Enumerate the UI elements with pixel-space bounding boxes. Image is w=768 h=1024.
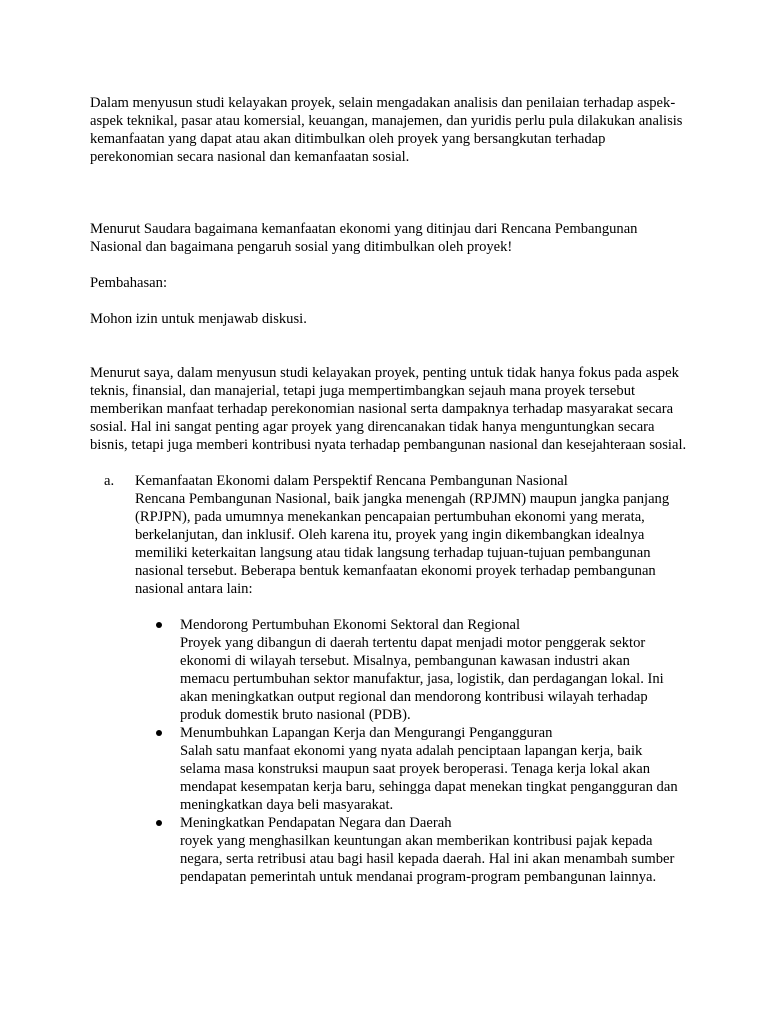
answer-intro-paragraph: Menurut saya, dalam menyusun studi kelayakan proyek, penting untuk tidak hanya fokus pada aspek teknis, finansial, dan manajerial, tetapi juga mempertimbangkan sejauh mana proyek tersebut memberikan manfaat terhadap perekonomian nasional serta dampaknya terhadap masyarakat secara sosial. Hal ini sangat penting agar proyek yang direncanakan tidak hanya menguntungkan secara bisnis, tetapi juga memberi kontribusi nyata terhadap pembangunan nasional dan kesejahteraan sosial. <box>90 365 687 453</box>
section-a-body: Rencana Pembangunan Nasional, baik jangka menengah (RPJMN) maupun jangka panjang (RPJPN), pada umumnya menekankan pencapaian pertumbuhan ekonomi yang merata, berkelanjutan, dan inklusif. Oleh karena itu, proyek yang ingin dikembangkan idealnya memiliki keterkaitan langsung atau tidak langsung terhadap tujuan-tujuan pembangunan nasional tersebut. Beberapa bentuk kemanfaatan ekonomi proyek terhadap pembangunan nasional antara lain: <box>135 491 670 597</box>
greeting-paragraph: Mohon izin untuk menjawab diskusi. <box>90 311 307 327</box>
section-a-title: Kemanfaatan Ekonomi dalam Perspektif Rencana Pembangunan Nasional <box>135 473 568 489</box>
section-a <box>90 472 690 598</box>
bullet-body: royek yang menghasilkan keuntungan akan memberikan kontribusi pajak kepada negara, serta retribusi atau bagi hasil kepada daerah. Hal ini akan menambah sumber pendapatan pemerintah untuk mendanai program-program pembangunan lainnya. <box>180 833 675 885</box>
intro-paragraph: Dalam menyusun studi kelayakan proyek, selain mengadakan analisis dan penilaian terhadap aspek-aspek teknikal, pasar atau komersial, keuangan, manajemen, dan yuridis perlu pula dilakukan analisis kemanfaatan yang dapat atau akan ditimbulkan oleh proyek yang bersangkutan terhadap perekonomian secara nasional dan kemanfaatan sosial. <box>90 95 683 165</box>
list-item <box>180 616 680 724</box>
bullet-icon <box>156 820 162 826</box>
section-a-marker: a. <box>104 473 115 489</box>
bullet-body: Salah satu manfaat ekonomi yang nyata adalah penciptaan lapangan kerja, baik selama masa konstruksi maupun saat proyek beroperasi. Tenaga kerja lokal akan mendapat kesempatan kerja baru, sehingga dapat menekan tingkat pengangguran dan meningkatkan daya beli masyarakat. <box>180 743 678 813</box>
document-page <box>90 94 690 886</box>
list-item <box>180 814 680 886</box>
bullet-icon <box>156 622 162 628</box>
pembahasan-label: Pembahasan: <box>90 275 168 291</box>
list-item <box>180 724 680 814</box>
bullet-title: Menumbuhkan Lapangan Kerja dan Mengurangi Pengangguran <box>180 725 553 741</box>
question-paragraph: Menurut Saudara bagaimana kemanfaatan ekonomi yang ditinjau dari Rencana Pembangunan Nasional dan bagaimana pengaruh sosial yang ditimbulkan oleh proyek! <box>90 221 638 255</box>
bullet-icon <box>156 730 162 736</box>
bullet-title: Mendorong Pertumbuhan Ekonomi Sektoral dan Regional <box>180 617 521 633</box>
bullet-list <box>180 616 680 886</box>
bullet-body: Proyek yang dibangun di daerah tertentu dapat menjadi motor penggerak sektor ekonomi di wilayah tersebut. Misalnya, pembangunan kawasan industri akan memacu pertumbuhan sektor manufaktur, jasa, logistik, dan perdagangan lokal. Ini akan meningkatkan output regional dan mendorong kontribusi wilayah terhadap produk domestik bruto nasional (PDB). <box>180 635 664 723</box>
bullet-title: Meningkatkan Pendapatan Negara dan Daerah <box>180 815 452 831</box>
